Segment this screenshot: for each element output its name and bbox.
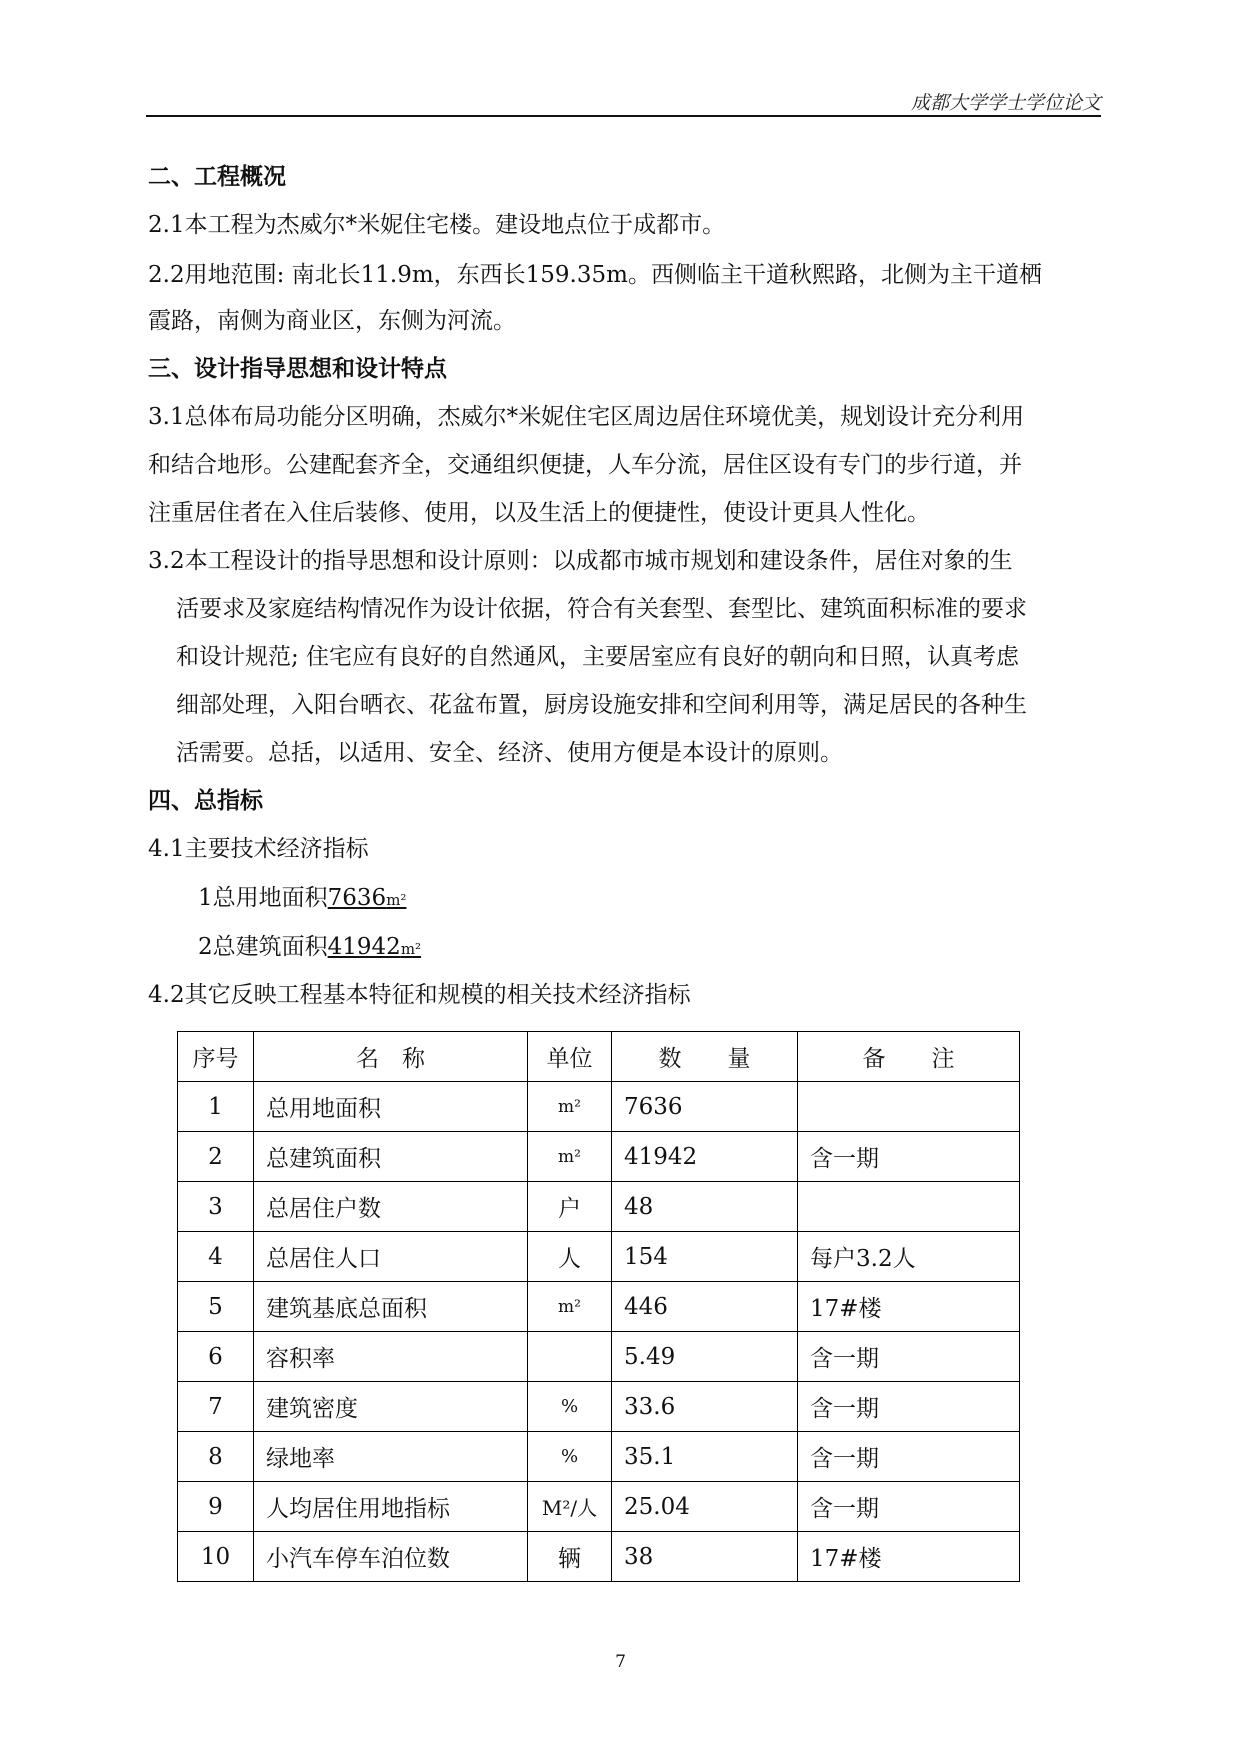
section-2-p2-line1: 2.2用地范围: 南北长11.9m，东西长159.35m。西侧临主干道秋熙路，北侧为主干道栖: [148, 262, 1042, 288]
header-name: 名 称: [254, 1032, 528, 1082]
cell-name: 总用地面积: [254, 1082, 528, 1132]
cell-unit: %: [528, 1382, 612, 1432]
section-3-p2-line1: 3.2本工程设计的指导思想和设计原则：以成都市城市规划和建设条件，居住对象的生: [148, 548, 1013, 574]
section-4-2-title: 4.2其它反映工程基本特征和规模的相关技术经济指标: [148, 982, 691, 1008]
section-3-p2-line4: 细部处理，入阳台晒衣、花盆布置，厨房设施安排和空间利用等，满足居民的各种生: [176, 692, 1027, 718]
cell-note: [798, 1182, 1020, 1232]
cell-no: 3: [178, 1182, 254, 1232]
page-number: 7: [615, 1652, 626, 1672]
section-3-p2-line2: 活要求及家庭结构情况作为设计依据，符合有关套型、套型比、建筑面积标准的要求: [176, 596, 1027, 622]
cell-name: 总建筑面积: [254, 1132, 528, 1182]
cell-no: 1: [178, 1082, 254, 1132]
section-3-p1-line3: 注重居住者在入住后装修、使用，以及生活上的便捷性，使设计更具人性化。: [148, 500, 930, 526]
cell-unit: 辆: [528, 1532, 612, 1582]
cell-no: 9: [178, 1482, 254, 1532]
section-2-p1: 2.1本工程为杰威尔*米妮住宅楼。建设地点位于成都市。: [148, 212, 726, 238]
cell-qty: 446: [612, 1282, 798, 1332]
header-note: 备 注: [798, 1032, 1020, 1082]
table-row: [178, 1082, 1020, 1132]
cell-qty: 5.49: [612, 1332, 798, 1382]
indicator-value: 41942m²: [327, 934, 422, 960]
cell-qty: 38: [612, 1532, 798, 1582]
cell-note: 含一期: [798, 1432, 1020, 1482]
cell-note: 17#楼: [798, 1282, 1020, 1332]
section-4-heading: 四、总指标: [148, 787, 263, 814]
table-row: [178, 1332, 1020, 1382]
table-row: [178, 1382, 1020, 1432]
section-2-p2-line2: 霞路，南侧为商业区，东侧为河流。: [148, 308, 516, 334]
cell-note: 含一期: [798, 1482, 1020, 1532]
cell-unit: m²: [528, 1082, 612, 1132]
cell-name: 总居住人口: [254, 1232, 528, 1282]
table-row: [178, 1132, 1020, 1182]
table-row: [178, 1232, 1020, 1282]
header-no: 序号: [178, 1032, 254, 1082]
indicators-table: [177, 1031, 1020, 1582]
cell-note: 含一期: [798, 1332, 1020, 1382]
section-3-heading: 三、设计指导思想和设计特点: [148, 355, 447, 382]
running-header: 成都大学学士学位论文: [910, 92, 1101, 114]
header-unit: 单位: [528, 1032, 612, 1082]
cell-note: 每户3.2人: [798, 1232, 1020, 1282]
cell-no: 10: [178, 1532, 254, 1582]
cell-qty: 41942: [612, 1132, 798, 1182]
cell-unit: m²: [528, 1132, 612, 1182]
table-row: [178, 1532, 1020, 1582]
header-qty: 数 量: [612, 1032, 798, 1082]
indicator-total-building-area: [198, 928, 421, 961]
section-3-p2-line3: 和设计规范; 住宅应有良好的自然通风，主要居室应有良好的朝向和日照，认真考虑: [176, 644, 1020, 670]
section-3-p1-line2: 和结合地形。公建配套齐全，交通组织便捷，人车分流，居住区设有专门的步行道，并: [148, 452, 1022, 478]
cell-qty: 33.6: [612, 1382, 798, 1432]
cell-name: 总居住户数: [254, 1182, 528, 1232]
header-rule: [146, 115, 1101, 117]
cell-qty: 48: [612, 1182, 798, 1232]
cell-no: 7: [178, 1382, 254, 1432]
cell-no: 4: [178, 1232, 254, 1282]
cell-no: 5: [178, 1282, 254, 1332]
cell-note: 含一期: [798, 1132, 1020, 1182]
table-row: [178, 1282, 1020, 1332]
section-3-p1-line1: 3.1总体布局功能分区明确，杰威尔*米妮住宅区周边居住环境优美，规划设计充分利用: [148, 404, 1025, 430]
cell-qty: 35.1: [612, 1432, 798, 1482]
cell-note: [798, 1082, 1020, 1132]
cell-note: 含一期: [798, 1382, 1020, 1432]
cell-unit: 人: [528, 1232, 612, 1282]
section-3-p2-line5: 活需要。总括，以适用、安全、经济、使用方便是本设计的原则。: [176, 740, 843, 766]
table-header-row: [178, 1032, 1020, 1082]
cell-name: 绿地率: [254, 1432, 528, 1482]
cell-no: 6: [178, 1332, 254, 1382]
cell-name: 人均居住用地指标: [254, 1482, 528, 1532]
table-row: [178, 1482, 1020, 1532]
indicator-value: 7636m²: [327, 885, 407, 911]
cell-no: 8: [178, 1432, 254, 1482]
cell-name: 容积率: [254, 1332, 528, 1382]
indicator-label: 1总用地面积: [198, 885, 328, 911]
indicator-total-land-area: [198, 879, 406, 912]
cell-unit: M²/人: [528, 1482, 612, 1532]
cell-name: 小汽车停车泊位数: [254, 1532, 528, 1582]
section-2-heading: 二、工程概况: [148, 163, 286, 190]
indicator-label: 2总建筑面积: [198, 934, 328, 960]
table-row: [178, 1432, 1020, 1482]
cell-no: 2: [178, 1132, 254, 1182]
section-4-1-title: 4.1主要技术经济指标: [148, 836, 369, 862]
cell-note: 17#楼: [798, 1532, 1020, 1582]
cell-unit: m²: [528, 1282, 612, 1332]
cell-name: 建筑基底总面积: [254, 1282, 528, 1332]
table-row: [178, 1182, 1020, 1232]
cell-unit: 户: [528, 1182, 612, 1232]
cell-qty: 154: [612, 1232, 798, 1282]
cell-name: 建筑密度: [254, 1382, 528, 1432]
cell-unit: %: [528, 1432, 612, 1482]
cell-qty: 25.04: [612, 1482, 798, 1532]
cell-qty: 7636: [612, 1082, 798, 1132]
cell-unit: [528, 1332, 612, 1382]
